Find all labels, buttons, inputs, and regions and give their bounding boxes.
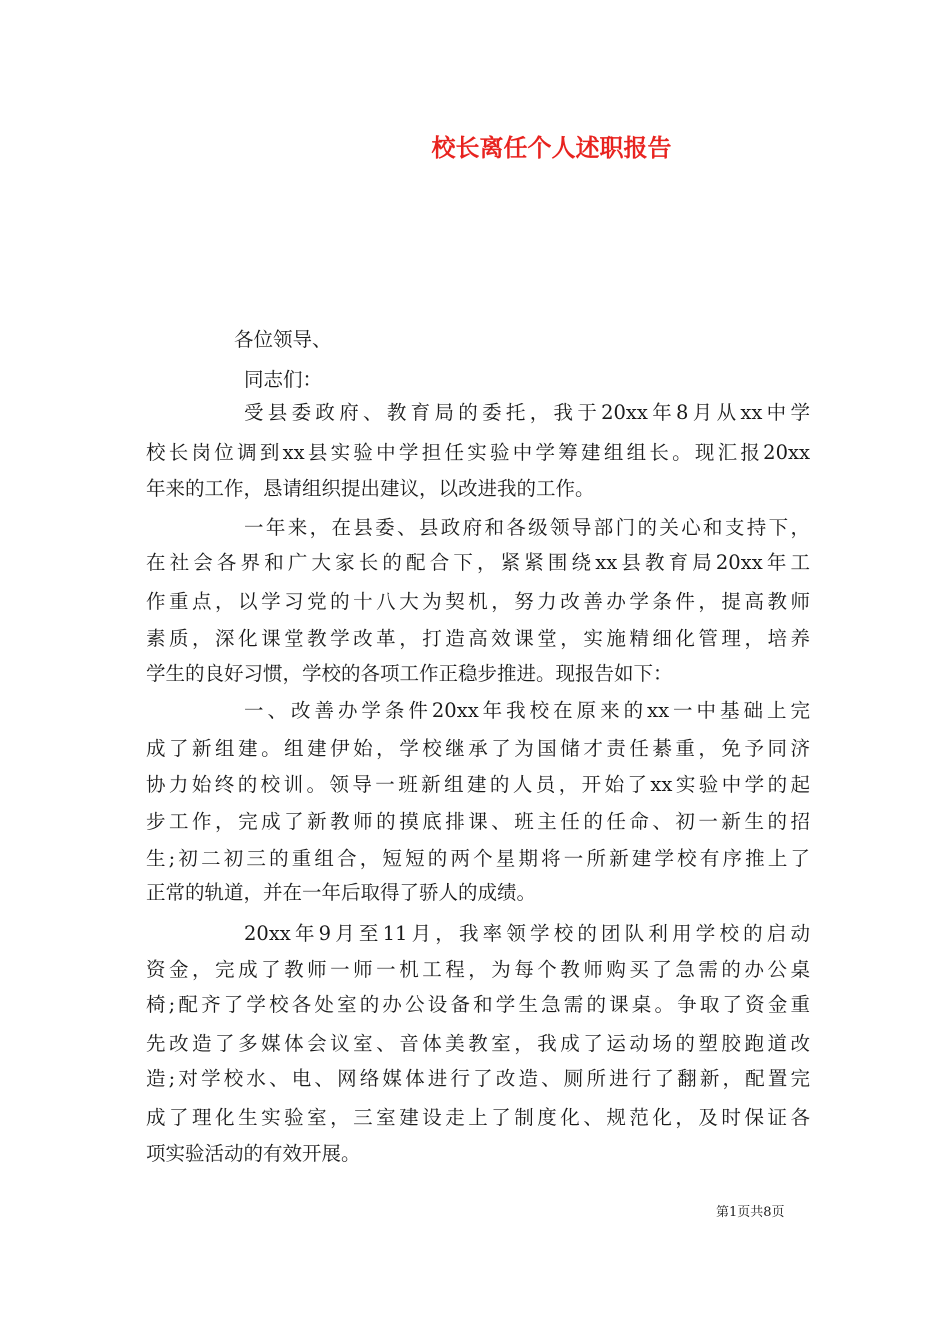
- paragraph-line: 学生的良好习惯，学校的各项工作正稳步推进。现报告如下：: [146, 662, 673, 685]
- paragraph-line: 在社会各界和广大家长的配合下，紧紧围绕xx县教育局20xx年工: [146, 551, 810, 574]
- paragraph-line: 校长岗位调到xx县实验中学担任实验中学筹建组组长。现汇报20xx: [146, 441, 810, 464]
- paragraph-line: 步工作，完成了新教师的摸底排课、班主任的任命、初一新生的招: [146, 810, 810, 833]
- paragraph-line: 生;初二初三的重组合，短短的两个星期将一所新建学校有序推上了: [146, 847, 810, 870]
- paragraph-line: 年来的工作，恳请组织提出建议，以改进我的工作。: [146, 477, 595, 500]
- paragraph-line: 正常的轨道，并在一年后取得了骄人的成绩。: [146, 881, 537, 904]
- paragraph-line: 作重点，以学习党的十八大为契机，努力改善办学条件，提高教师: [146, 590, 810, 613]
- page-number: 第1页共8页: [716, 1205, 785, 1220]
- paragraph-line: 一年来，在县委、县政府和各级领导部门的关心和支持下，: [244, 516, 810, 539]
- document-title: 校长离任个人述职报告: [431, 133, 672, 162]
- paragraph-line: 椅;配齐了学校各处室的办公设备和学生急需的课桌。争取了资金重: [146, 993, 810, 1016]
- paragraph-line: 20xx年9月至11月，我率领学校的团队利用学校的启动: [244, 922, 810, 945]
- paragraph-line: 项实验活动的有效开展。: [146, 1142, 361, 1165]
- salutation-comrades: 同志们：: [244, 368, 323, 391]
- paragraph-line: 成了新组建。组建伊始，学校继承了为国储才责任綦重，免予同济: [146, 737, 810, 760]
- paragraph-line: 造;对学校水、电、网络媒体进行了改造、厕所进行了翻新，配置完: [146, 1067, 810, 1090]
- paragraph-line: 一、改善办学条件20xx年我校在原来的xx一中基础上完: [244, 699, 810, 722]
- paragraph-line: 资金，完成了教师一师一机工程，为每个教师购买了急需的办公桌: [146, 958, 810, 981]
- salutation-leaders: 各位领导、: [234, 328, 332, 351]
- paragraph-line: 协力始终的校训。领导一班新组建的人员，开始了xx实验中学的起: [146, 773, 810, 796]
- paragraph-line: 先改造了多媒体会议室、音体美教室，我成了运动场的塑胶跑道改: [146, 1032, 810, 1055]
- paragraph-line: 成了理化生实验室，三室建设走上了制度化、规范化，及时保证各: [146, 1106, 810, 1129]
- paragraph-line: 素质，深化课堂教学改革，打造高效课堂，实施精细化管理，培养: [146, 627, 810, 650]
- paragraph-line: 受县委政府、教育局的委托，我于20xx年8月从xx中学: [244, 401, 810, 424]
